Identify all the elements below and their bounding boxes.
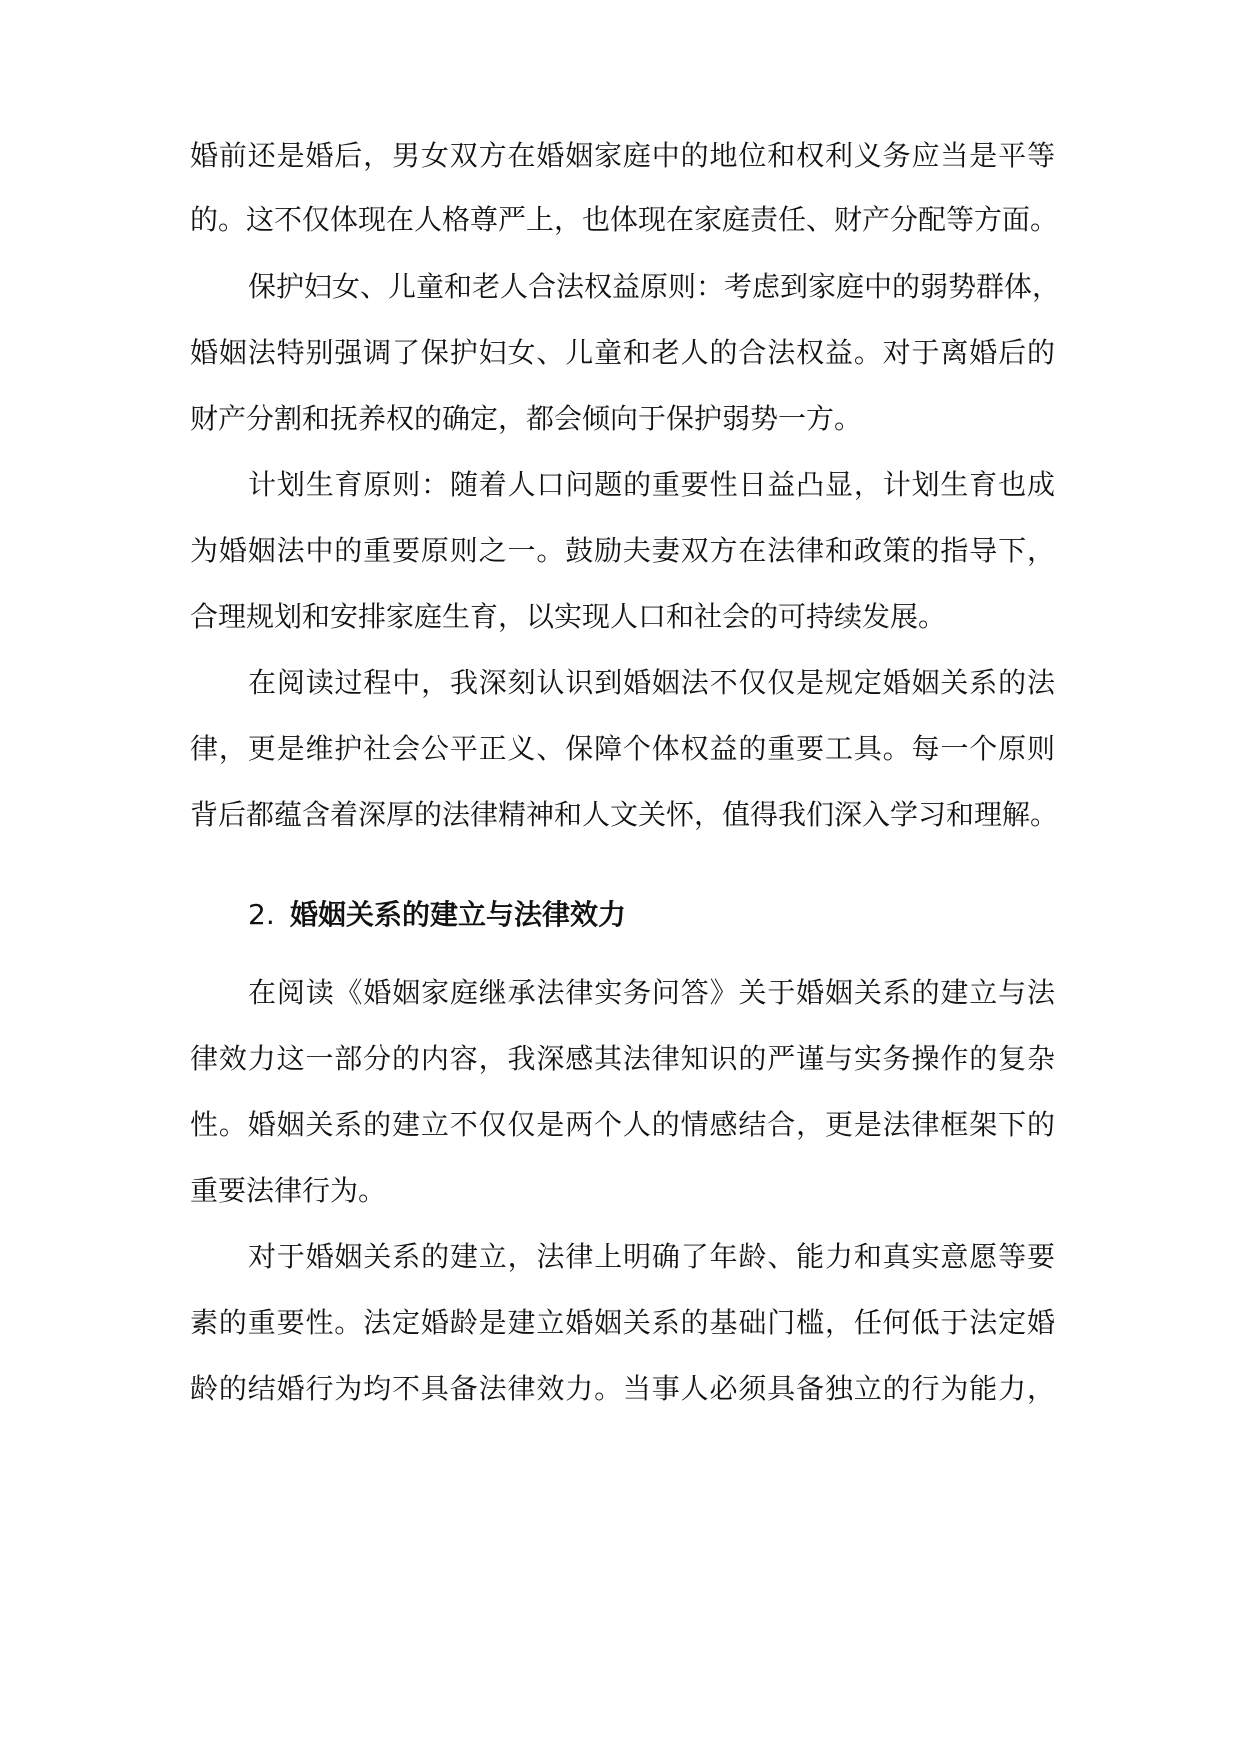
text-line: 律，更是维护社会公平正义、保障个体权益的重要工具。每一个原则 (190, 732, 1055, 765)
text-line: 背后都蕴含着深厚的法律精神和人文关怀，值得我们深入学习和理解。 (190, 798, 1059, 831)
text-line: 婚前还是婚后，男女双方在婚姻家庭中的地位和权利义务应当是平等 (190, 139, 1055, 172)
section-number: 2. (248, 898, 275, 931)
text-line: 重要法律行为。 (190, 1174, 387, 1207)
text-line: 计划生育原则：随着人口问题的重要性日益凸显，计划生育也成 (248, 468, 1055, 501)
text-line: 婚姻法特别强调了保护妇女、儿童和老人的合法权益。对于离婚后的 (190, 336, 1055, 369)
text-line: 律效力这一部分的内容，我深感其法律知识的严谨与实务操作的复杂 (190, 1042, 1055, 1075)
text-line: 保护妇女、儿童和老人合法权益原则：考虑到家庭中的弱势群体， (248, 270, 1061, 303)
text-line: 合理规划和安排家庭生育，以实现人口和社会的可持续发展。 (190, 600, 947, 633)
text-line: 的。这不仅体现在人格尊严上，也体现在家庭责任、财产分配等方面。 (190, 203, 1059, 236)
text-line: 对于婚姻关系的建立，法律上明确了年龄、能力和真实意愿等要 (248, 1240, 1055, 1273)
text-line: 素的重要性。法定婚龄是建立婚姻关系的基础门槛，任何低于法定婚 (190, 1306, 1055, 1339)
text-line: 在阅读《婚姻家庭继承法律实务问答》关于婚姻关系的建立与法 (248, 976, 1055, 1009)
section-heading (248, 895, 1055, 935)
text-line: 财产分割和抚养权的确定，都会倾向于保护弱势一方。 (190, 402, 863, 435)
section-title: 婚姻关系的建立与法律效力 (290, 898, 627, 931)
text-line: 为婚姻法中的重要原则之一。鼓励夫妻双方在法律和政策的指导下， (190, 534, 1055, 567)
text-line: 在阅读过程中，我深刻认识到婚姻法不仅仅是规定婚姻关系的法 (248, 666, 1055, 699)
text-line: 性。婚姻关系的建立不仅仅是两个人的情感结合，更是法律框架下的 (190, 1108, 1055, 1141)
text-line: 龄的结婚行为均不具备法律效力。当事人必须具备独立的行为能力， (190, 1372, 1055, 1405)
